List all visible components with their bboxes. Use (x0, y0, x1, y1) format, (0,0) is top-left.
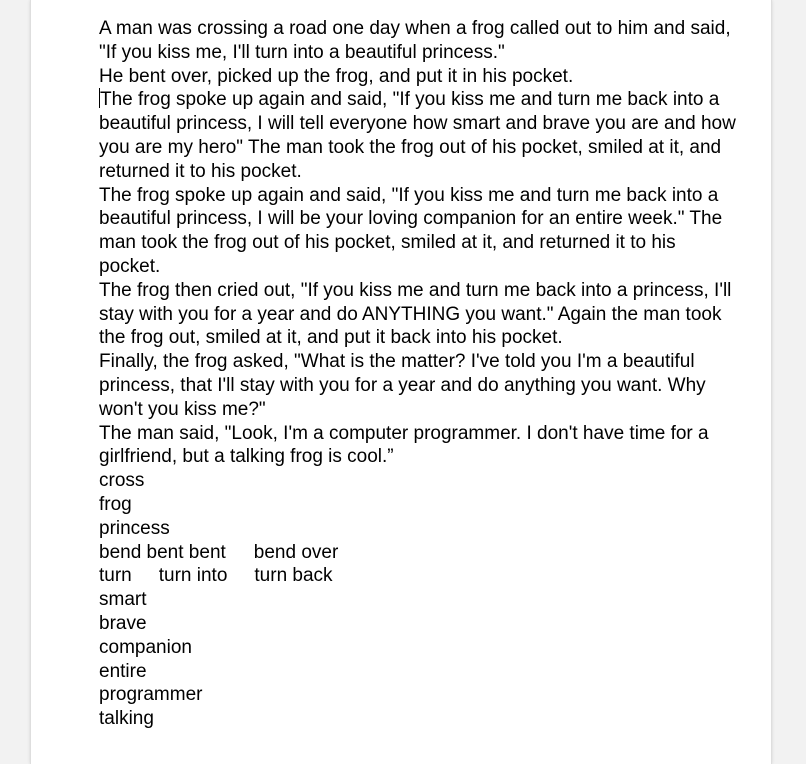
paragraph-2: He bent over, picked up the frog, and put it in his pocket. (99, 65, 574, 87)
vocab-bend-over: bend over (253, 541, 339, 563)
vocab-brave: brave (99, 612, 147, 634)
vocab-turn: turn (99, 565, 132, 587)
vocab-bend-row (99, 541, 739, 565)
paragraph-6: Finally, the frog asked, "What is the matter? I've told you I'm a beautiful princess, that I'll stay with you for a year and do anything you want. Why won't you kiss me?" (99, 351, 706, 420)
document-page[interactable] (30, 0, 772, 764)
document-body[interactable] (99, 17, 739, 731)
vocab-princess: princess (99, 517, 170, 539)
vocab-cross: cross (99, 470, 145, 492)
paragraph-3-text: The frog spoke up again and said, "If you kiss me and turn me back into a beautiful princess, I will tell everyone how smart and brave you are and how you are my hero" The man took the frog out of his pocket, smiled at it, and returned it to his pocket. (99, 89, 736, 182)
paragraph-7: The man said, "Look, I'm a computer programmer. I don't have time for a girlfriend, but a talking frog is cool.” (99, 422, 709, 468)
vocab-frog: frog (99, 493, 132, 515)
paragraph-4: The frog spoke up again and said, "If you kiss me and turn me back into a beautiful princess, I will be your loving companion for an entire week." The man took the frog out of his pocket, smiled at it, and returned it to his pocket. (99, 184, 723, 277)
paragraph-1: A man was crossing a road one day when a frog called out to him and said, "If you kiss me, I'll turn into a beautiful princess." (99, 18, 731, 63)
vocab-companion: companion (99, 636, 192, 658)
vocab-turn-into: turn into (158, 565, 228, 587)
paragraph-3 (99, 88, 739, 183)
vocab-smart: smart (99, 589, 147, 611)
paragraph-5: The frog then cried out, "If you kiss me and turn me back into a princess, I'll stay with you for a year and do ANYTHING you want." Again the man took the frog out, smiled at it, and put it back into his pocket. (99, 279, 732, 349)
vocab-turn-back: turn back (254, 565, 333, 587)
vocab-programmer: programmer (99, 684, 203, 706)
vocab-talking: talking (99, 708, 154, 730)
vocab-bend-forms: bend bent bent (99, 541, 226, 563)
vocab-entire: entire (99, 660, 147, 682)
vocab-turn-row (99, 564, 739, 588)
